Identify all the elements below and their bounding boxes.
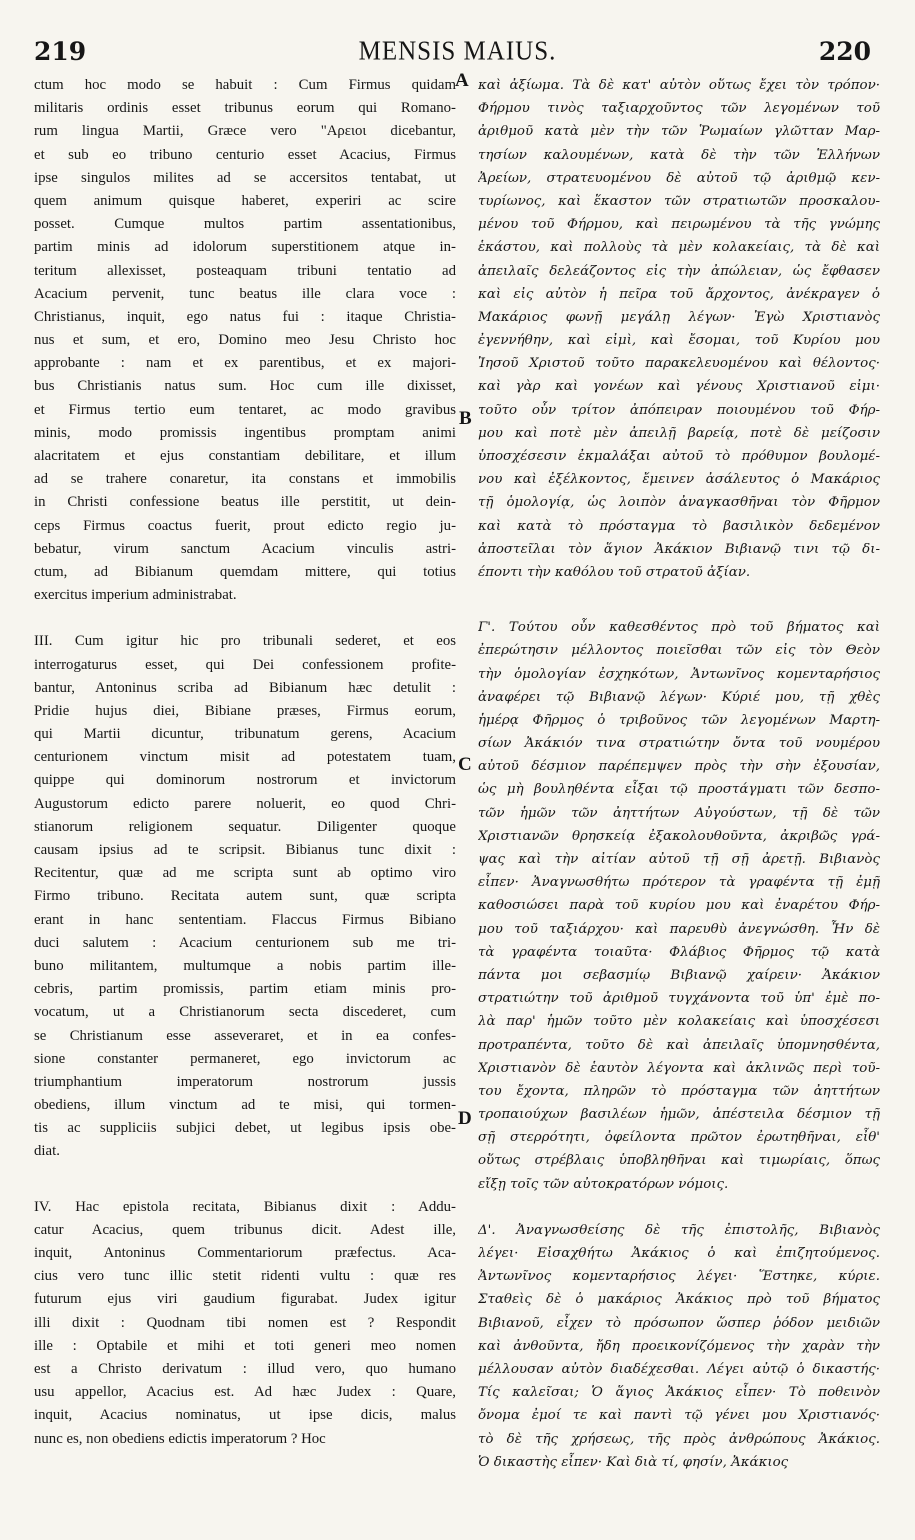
text-line: teritum allexisset, posteaquam tribuni tentatio ad: [34, 262, 456, 279]
text-line: λὰ παρ' ἡμῶν τοῦτο μὲν κολακείαις καὶ ὑποσχέσεσι: [478, 1014, 880, 1030]
text-line: obediens, illum vinctum ad te misi, qui tormen-: [34, 1097, 456, 1114]
text-line: usu appellor, Acacius est. Ad hæc Judex : Quare,: [34, 1384, 456, 1401]
text-line: σῇ στερρότητι, ὀφείλοντα πρῶτον ἐρωτηθῆναι, εἶθ': [478, 1130, 880, 1146]
text-line: ἡμέρᾳ Φῆρμος ὁ τριβοῦνος τῶν λεγομένων Μαρτη-: [478, 712, 880, 728]
text-line: καὶ ἀξίωμα. Τὰ δὲ κατ' αὐτὸν οὕτως ἔχει τὸν τρόπον·: [478, 78, 880, 93]
text-line: νου καὶ ἐξέλκοντος, ἔμεινεν ἀσάλευτος ὁ Μακάριος: [478, 472, 880, 488]
text-line: Recitentur, quæ ad me scripta sunt ab optimo viro: [34, 865, 456, 882]
text-line: bebatur, virum sanctum Acacium vinculis astri-: [34, 540, 456, 557]
text-line: Δ'. Ἀναγνωσθείσης δὲ τῆς ἐπιστολῆς, Βιβιανὸς: [478, 1222, 880, 1238]
greek-paragraph: [478, 74, 880, 584]
text-line: exercitus imperium administrabat.: [34, 587, 237, 604]
running-title: MENSIS MAIUS.: [358, 36, 557, 67]
text-line: Χριστιανῶν θρησκείᾳ ἐξακολουθοῦντα, ἀκριβῶς γρά-: [478, 828, 880, 844]
text-line: diat.: [34, 1143, 60, 1160]
text-line: inquit, Antoninus Commentariorum præfectus. Aca-: [34, 1245, 456, 1261]
text-line: Τίς καλεῖσαι; Ὁ ἅγιος Ἀκάκιος εἶπεν· Τὸ ποθεινὸν: [478, 1385, 880, 1401]
text-line: cebris, partim promissis, partim etiam minis pro-: [34, 981, 456, 998]
text-line: qui Martii dicuntur, tribunatum gerens, Acacium: [34, 726, 456, 743]
text-line: ille : Optabile et mihi et toti generi meo nomen: [34, 1337, 456, 1354]
text-line: approbante : nam et ex parentibus, et ex majori-: [34, 355, 456, 372]
text-line: se Christianum esse asseveraret, et in ea confes-: [34, 1027, 456, 1044]
text-line: tis ac suppliciis subjici debet, ut legibus ipsis obe-: [34, 1120, 456, 1137]
text-line: μένου τοῦ Φήρμου, καὶ πειρωμένου τὰ τῆς γνώμης: [478, 217, 880, 233]
text-line: IV. Hac epistola recitata, Bibianus dixit : Addu-: [34, 1198, 456, 1215]
text-line: τυρίωνος, καὶ ἕκαστον τῶν στρατιωτῶν προσκαλου-: [478, 193, 880, 209]
text-line: in Christi confessione beatus ille perstitit, ut dein-: [34, 494, 456, 511]
text-line: Pridie hujus diei, Bibiane præses, Firmus eorum,: [34, 702, 456, 719]
text-line: τῶν ἡμῶν τῶν ἀηττήτων Αὐγούστων, τῇ δὲ τῶν: [478, 805, 880, 821]
text-line: quem animum quisque haberet, experiri ac scire: [34, 192, 456, 209]
text-line: τὸ δὲ τῆς χρήσεως, τῆς πρὸς ἀνθρώπους Ἀκάκιος.: [478, 1431, 880, 1447]
text-line: partim minis ad idolorum superstitionem atque in-: [34, 239, 456, 256]
margin-marker-d: D: [458, 1108, 472, 1129]
text-line: illi dixit : Quodnam tibi nomen est ? Respondit: [34, 1314, 456, 1331]
greek-column: [478, 74, 880, 1474]
text-line: ad se trahere conaretur, ita constans et immobilis: [34, 471, 456, 488]
text-line: ὄνομα ἐμοί τε καὶ παντὶ τῷ γένει μου Χριστιανός·: [478, 1408, 880, 1424]
text-line: minis, modo promissis ingentibus promptam animi: [34, 424, 456, 441]
text-line: ψας καὶ τὴν αἰτίαν αὐτοῦ τῇ σῇ ἀρετῇ. Βιβιανὸς: [478, 852, 880, 867]
margin-marker-c: C: [458, 754, 472, 775]
text-line: Firmo tribuno. Recitata autem sunt, quæ scripta: [34, 888, 456, 905]
text-line: μέλλουσαν αὐτὸν διαδέχεσθαι. Λέγει αὐτῷ ὁ δικαστής·: [478, 1361, 880, 1377]
text-line: τὴν ὁμολογίαν ἐσχηκότων, Ἀντωνῖνος κομενταρήσιος: [478, 666, 880, 682]
text-line: τῇ ὁμολογίᾳ, ὡς λοιπὸν ἀναγκασθῆναι τὸν Φῆρμον: [478, 495, 880, 511]
text-line: τοῦτο οὖν τρίτον ἀπόπειραν ποιουμένου τοῦ Φήρ-: [478, 402, 880, 418]
text-line: στρατιώτην τοῦ ἀριθμοῦ τυγχάνοντα τοῦ ὑπ' ἐμὲ πο-: [478, 991, 880, 1007]
text-line: militaris ordinis esset tribunus eorum qui Romano-: [34, 100, 456, 117]
text-line: τροπαιούχων βασιλέων ἡμῶν, ἀπέστειλα δέσμιον τῇ: [478, 1107, 880, 1123]
text-line: Σταθεὶς δὲ ὁ μακάριος Ἀκάκιος πρὸ τοῦ βήματος: [478, 1292, 880, 1308]
text-line: bantur, Antoninus scriba ad Bibianum hæc detulit :: [34, 679, 456, 696]
text-line: alacritatem et ejus constantiam debilitare, et illum: [34, 448, 456, 464]
text-line: Μακάριος φωνῇ μεγάλῃ λέγων· Ἐγὼ Χριστιανὸς: [478, 309, 880, 325]
text-line: Χριστιανὸν δὲ ἑαυτὸν λέγοντα καὶ ἀκλινῶς περὶ τοῦ-: [478, 1060, 880, 1076]
text-line: et sub eo tribuno centurio esset Acacius, Firmus: [34, 146, 456, 163]
text-line: sione constanter permaneret, ego invictorum ac: [34, 1050, 456, 1067]
paragraph-gap: [478, 1196, 880, 1219]
text-line: cius vero tunc illic stetit ridenti vultu : quæ res: [34, 1268, 456, 1285]
text-line: ἐπερώτησιν μέλλοντος ποιεῖσθαι τῶν εἰς τὸν Θεὸν: [478, 643, 880, 659]
text-line: καὶ ἀνθοῦντα, ἤδη προεικονίζόμενος τὴν χαρὰν τὴν: [478, 1338, 880, 1354]
text-line: Γ'. Τούτου οὖν καθεσθέντος πρὸ τοῦ βήματος καὶ: [478, 620, 880, 636]
latin-paragraph: [34, 630, 456, 1163]
text-line: καθοσιώσει παρὰ τοῦ κυρίου μου καὶ ἐναρέτου Φήρ-: [478, 898, 880, 914]
text-line: vocatum, ut a Christianorum secta discederet, cum: [34, 1004, 456, 1021]
text-line: interrogaturus esset, qui Dei confessionem profite-: [34, 656, 456, 673]
latin-paragraph: [34, 74, 456, 607]
text-line: τὰ γραφέντα τοιαῦτα· Φλάβιος Φῆρμος τῷ κατὰ: [478, 944, 880, 960]
text-line: bus Christianis natus sum. Hoc cum ille dixisset,: [34, 378, 456, 395]
text-line: erant in hanc sententiam. Flaccus Firmus Bibiano: [34, 911, 456, 928]
text-line: Βιβιανοῦ, εἶχεν τὸ πρόσωπον ὥσπερ ῥόδον μειδιῶν: [478, 1315, 880, 1331]
text-line: quippe qui dominorum nostrorum et invictorum: [34, 772, 456, 789]
text-line: ὑποσχέσεσιν ἐκμαλάξαι αὐτοῦ τὸ πρόθυμον βουλομέ-: [478, 449, 880, 464]
text-line: rum lingua Martii, Græce vero "Αρειοι dicebantur,: [34, 123, 456, 140]
text-line: αὐτοῦ δέσμιον παρέπεμψεν πρὸς τὴν σὴν ἐξουσίαν,: [478, 759, 880, 775]
text-line: centurionem vinctum misit ad potestatem tuam,: [34, 749, 456, 766]
text-line: ctum hoc modo se habuit : Cum Firmus quidam: [34, 77, 456, 93]
text-line: ipse singulos milites ad se accersitos tentabat, ut: [34, 169, 456, 186]
text-line: καὶ κατὰ τὸ πρόσταγμα τὸ βασιλικὸν δεδεμένον: [478, 518, 880, 534]
text-line: catur Acacius, quem tribunus dicit. Adest ille,: [34, 1221, 456, 1238]
text-line: Ἀντωνῖνος κομενταρήσιος λέγει· Ἕστηκε, κύριε.: [478, 1269, 880, 1285]
latin-column: [34, 74, 456, 1451]
text-line: ἐγεννήθην, καὶ εἰμὶ, καὶ ἔσομαι, τοῦ Κυρίου μου: [478, 333, 880, 349]
text-line: et Firmus tertio eum tentaret, ac modo gravibus: [34, 401, 456, 418]
text-line: est a Christo derivatum : illud vero, quo humano: [34, 1360, 456, 1377]
text-line: Augustorum edicto parere noluerit, eo quod Chri-: [34, 795, 456, 812]
text-line: ctum, ad Bibianum quemdam mittere, qui totius: [34, 563, 456, 580]
text-line: stianorum religionem sequatur. Diligenter quoque: [34, 818, 456, 835]
paragraph-gap: [34, 1164, 456, 1196]
text-line: μου τοῦ ταξιάρχου· καὶ παρευθὺ ἀνεγνώσθη. Ἦν δὲ: [478, 921, 880, 937]
text-line: ὡς μὴ βουληθέντα εἶξαι τῷ προστάγματι τῶν δεσπο-: [478, 782, 880, 798]
text-line: έποντι τὴν καθόλου τοῦ στρατοῦ ἀξίαν.: [478, 564, 751, 580]
text-line: nus et sum, et ero, Domino meo Jesu Christo hoc: [34, 332, 456, 349]
margin-marker-b: B: [459, 408, 472, 429]
text-line: σίων Ἀκάκιόν τινα στρατιώτην ὄντα τοῦ νουμέρου: [478, 736, 880, 752]
text-line: εἶπεν· Ἀναγνωσθήτω πρότερον τὰ γραφέντα τῇ ἐμῇ: [478, 875, 880, 891]
text-line: inquit, Acacius nominatus, ut ipse dicis, malus: [34, 1407, 456, 1424]
text-line: οὕτως στρέβλαις ὑποβληθῆναι καὶ τιμωρίαις, ὅπως: [478, 1153, 880, 1169]
text-line: Ἀρείων, στρατευομένου δὲ αὐτοῦ τῷ ἀριθμῷ κεν-: [478, 170, 880, 186]
greek-paragraph: [478, 616, 880, 1196]
text-line: ἀπειλαῖς δελεάζοντος εἰς τὴν ἀπώλειαν, ὡς ἔφθασεν: [478, 263, 880, 279]
text-line: futurum ejus viri gaudium figurabat. Judex igitur: [34, 1291, 456, 1308]
paragraph-gap: [34, 607, 456, 630]
text-line: duci salutem : Acacium centurionem sub me tri-: [34, 934, 456, 951]
text-line: καὶ εἰς αὐτὸν ἡ πεῖρα τοῦ ἄρχοντος, ἀνέκραγεν ὁ: [478, 286, 880, 302]
text-line: ἀποστεῖλαι τὸν ἅγιον Ἀκάκιον Βιβιανῷ τινι τῷ δι-: [478, 541, 880, 557]
text-line: λέγει· Εἰσαχθήτω Ἀκάκιος ὁ καὶ ἐπιζητούμενος.: [478, 1246, 880, 1261]
text-line: ἀριθμοῦ κατὰ μὲν τὴν τῶν Ῥωμαίων γλῶτταν Μαρ-: [478, 124, 880, 140]
latin-paragraph: [34, 1196, 456, 1451]
text-line: buno militantem, multumque a nobis partim ille-: [34, 957, 456, 974]
text-line: causam ipsius ad te scripsit. Bibianus tunc dixit :: [34, 842, 456, 858]
text-line: posset. Cumque multos partim assentationibus,: [34, 216, 456, 233]
text-line: μου καὶ ποτὲ μὲν ἀπειλῇ βαρείᾳ, ποτὲ δὲ μείζοσιν: [478, 425, 880, 441]
text-line: Φήρμου τινὸς ταξιαρχοῦντος τῶν λεγομένων τοῦ: [478, 101, 880, 117]
greek-paragraph: [478, 1219, 880, 1474]
text-line: εἴξῃ τοῖς τῶν αὐτοκρατόρων νόμοις.: [478, 1176, 729, 1192]
text-line: triumphantium imperatorum nostrorum jussis: [34, 1073, 456, 1090]
text-line: Ὁ δικαστὴς εἶπεν· Καὶ διὰ τί, φησίν, Ἀκάκιος: [478, 1454, 789, 1470]
page-number-left: 219: [34, 37, 87, 66]
text-line: ceps Firmus coactus fuerit, prout edicto regio ju-: [34, 517, 456, 534]
text-line: καὶ γὰρ καὶ γονέων καὶ γένους Χριστιανοῦ εἰμι·: [478, 379, 880, 395]
page-number-right: 220: [818, 37, 871, 66]
text-line: ἀναφέρει τῷ Βιβιανῷ λέγων· Κύριέ μου, τῇ χθὲς: [478, 689, 880, 705]
text-line: Ἰησοῦ Χριστοῦ τοῦτο παρακελευομένου καὶ θέλοντος·: [478, 356, 880, 372]
text-line: του ἔχοντα, πληρῶν τὸ πρόσταγμα τῶν ἀηττήτων: [478, 1083, 880, 1099]
text-line: τησίων καλουμένων, κατὰ δὲ τὴν τῶν Ἑλλήνων: [478, 147, 880, 163]
text-line: προτραπέντα, τοῦτο δὲ καὶ ἀπειλαῖς ὑπομνησθέντα,: [478, 1037, 880, 1053]
paragraph-gap: [478, 584, 880, 616]
text-line: Acacium pervenit, tunc beatus ille clara voce :: [34, 285, 456, 302]
text-line: Christianus, inquit, ego natus fui : itaque Christia-: [34, 308, 456, 325]
text-line: πάντα μοι σεβασμίῳ Βιβιανῷ χαίρειν· Ἀκάκιον: [478, 967, 880, 983]
text-line: ἑκάστου, καὶ πολλοὺς τὰ μὲν κολακείαις, τὰ δὲ καὶ: [478, 240, 880, 256]
margin-marker-a: A: [455, 70, 469, 91]
text-line: nunc es, non obediens edictis imperatorum ? Hoc: [34, 1430, 326, 1447]
text-line: III. Cum igitur hic pro tribunali sederet, et eos: [34, 633, 456, 650]
